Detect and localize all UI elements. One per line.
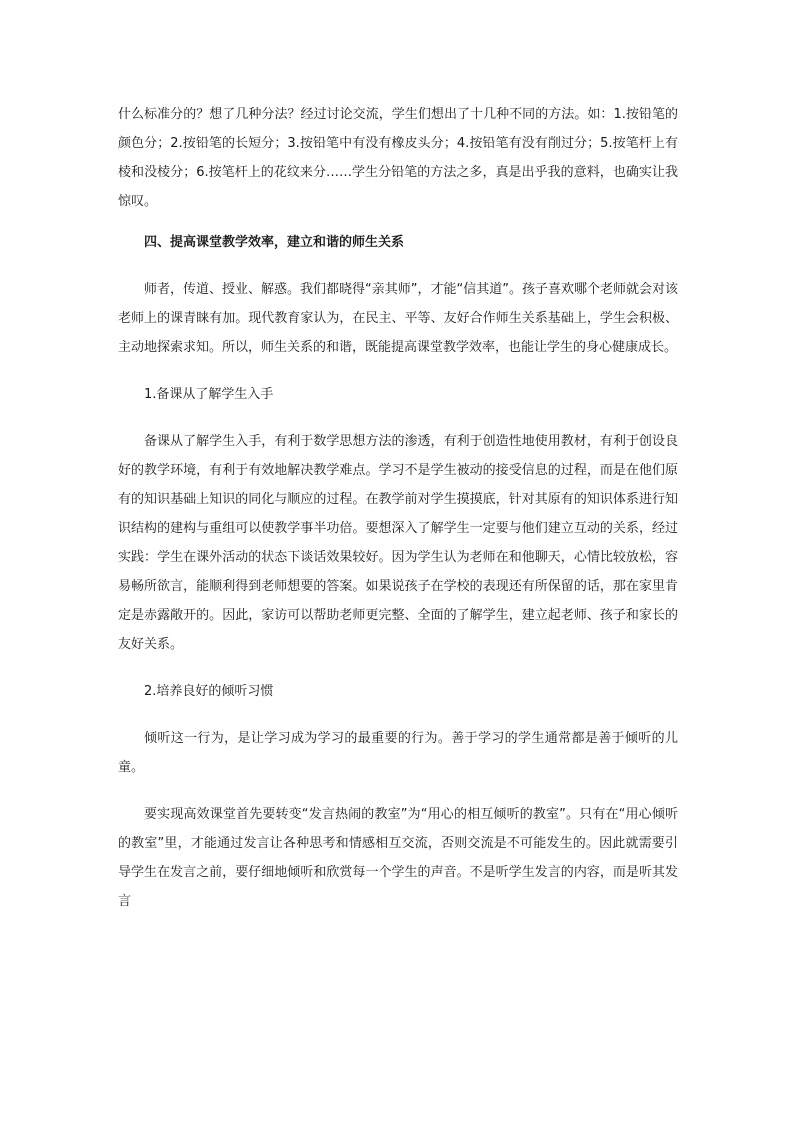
paragraph: 备课从了解学生入手，有利于数学思想方法的渗透，有利于创造性地使用教材，有利于创设良好的教学环境，有利于有效地解决教学难点。学习不是学生被动的接受信息的过程，而是在他们原有的知识基础上知识的同化与顺应的过程。在教学前对学生摸摸底，针对其原有的知识体系进行知识结构的建构与重组可以使教学事半功倍。要想深入了解学生一定要与他们建立互动的关系，经过实践：学生在课外活动的状态下谈话效果较好。因为学生认为老师在和他聊天，心情比较放松，容易畅所欲言，能顺利得到老师想要的答案。如果说孩子在学校的表现还有所保留的话，那在家里肯定是赤露敞开的。因此，家访可以帮助老师更完整、全面的了解学生，建立起老师、孩子和家长的友好关系。 xyxy=(118,434,678,652)
subsection-heading: 1.备课从了解学生入手 xyxy=(144,387,274,402)
paragraph: 倾听这一行为，是让学习成为学习的最重要的行为。善于学习的学生通常都是善于倾听的儿童。 xyxy=(118,731,678,775)
paragraph-continuation: 什么标准分的？想了几种分法？经过讨论交流，学生们想出了十几种不同的方法。如：1.按铅笔的颜色分；2.按铅笔的长短分；3.按铅笔中有没有橡皮头分；4.按铅笔有没有削过分；5.按笔杆上有棱和没棱分；6.按笔杆上的花纹来分……学生分铅笔的方法之多，真是出乎我的意料，也确实让我惊叹。 xyxy=(118,107,678,209)
paragraph: 要实现高效课堂首先要转变“发言热闹的教室”为“用心的相互倾听的教室”。只有在“用心倾听的教室”里，才能通过发言让各种思考和情感相互交流，否则交流是不可能发生的。因此就需要引导学生在发言之前，要仔细地倾听和欣赏每一个学生的声音。不是听学生发言的内容，而是听其发言 xyxy=(118,807,678,909)
document-page xyxy=(118,100,678,916)
section-heading: 四、提高课堂教学效率，建立和谐的师生关系 xyxy=(144,235,405,250)
subsection-heading: 2.培养良好的倾听习惯 xyxy=(144,684,274,699)
paragraph: 师者，传道、授业、解惑。我们都晓得“亲其师”，才能“信其道”。孩子喜欢哪个老师就会对该老师上的课青睐有加。现代教育家认为，在民主、平等、友好合作师生关系基础上，学生会积极、主动地探索求知。所以，师生关系的和谐，既能提高课堂教学效率，也能让学生的身心健康成长。 xyxy=(118,282,678,355)
